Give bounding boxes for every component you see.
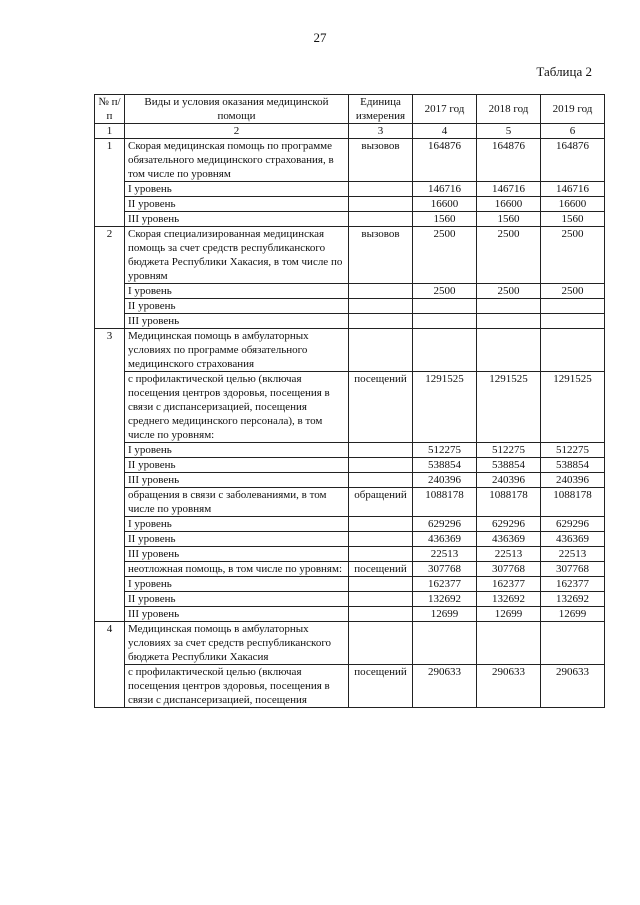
row-value: [541, 622, 605, 665]
row-description: II уровень: [125, 197, 349, 212]
row-value: 1291525: [413, 372, 477, 443]
table-row: [95, 473, 605, 488]
row-description: обращения в связи с заболеваниями, в том числе по уровням: [125, 488, 349, 517]
row-value: [477, 622, 541, 665]
row-value: 146716: [541, 182, 605, 197]
row-value: 240396: [541, 473, 605, 488]
table-row: [95, 372, 605, 443]
row-value: 307768: [477, 562, 541, 577]
row-value: 240396: [413, 473, 477, 488]
header-year-2017: 2017 год: [413, 95, 477, 124]
header-year-2018: 2018 год: [477, 95, 541, 124]
table-row: [95, 577, 605, 592]
table-row: [95, 182, 605, 197]
table-row: [95, 532, 605, 547]
header-unit: Единица измерения: [349, 95, 413, 124]
table-row: [95, 622, 605, 665]
row-value: 164876: [477, 139, 541, 182]
row-unit: [349, 517, 413, 532]
row-value: 1088178: [413, 488, 477, 517]
row-description: II уровень: [125, 532, 349, 547]
table-row: [95, 284, 605, 299]
row-value: 16600: [413, 197, 477, 212]
table-row: [95, 458, 605, 473]
row-unit: посещений: [349, 562, 413, 577]
row-value: [477, 299, 541, 314]
row-description: III уровень: [125, 473, 349, 488]
row-value: [413, 299, 477, 314]
row-value: 162377: [413, 577, 477, 592]
row-value: 22513: [413, 547, 477, 562]
row-unit: [349, 473, 413, 488]
row-value: 162377: [477, 577, 541, 592]
row-description: I уровень: [125, 284, 349, 299]
row-value: [477, 314, 541, 329]
row-unit: [349, 443, 413, 458]
row-unit: вызовов: [349, 139, 413, 182]
header-row: [95, 95, 605, 124]
row-value: 2500: [541, 284, 605, 299]
row-value: [541, 329, 605, 372]
row-number: 3: [95, 329, 125, 622]
table-row: [95, 517, 605, 532]
row-unit: [349, 458, 413, 473]
table-row: [95, 227, 605, 284]
row-value: 240396: [477, 473, 541, 488]
row-value: 132692: [477, 592, 541, 607]
row-value: 290633: [541, 665, 605, 708]
row-value: 1560: [477, 212, 541, 227]
row-unit: вызовов: [349, 227, 413, 284]
row-value: 1291525: [477, 372, 541, 443]
row-value: 512275: [477, 443, 541, 458]
row-value: 2500: [477, 227, 541, 284]
table-caption: Таблица 2: [536, 64, 592, 79]
row-unit: [349, 592, 413, 607]
row-value: 162377: [541, 577, 605, 592]
row-value: [413, 329, 477, 372]
header-num: № п/п: [95, 95, 125, 124]
table-row: [95, 607, 605, 622]
row-description: I уровень: [125, 577, 349, 592]
row-number: 2: [95, 227, 125, 329]
row-description: I уровень: [125, 443, 349, 458]
row-value: 1088178: [477, 488, 541, 517]
row-value: 16600: [477, 197, 541, 212]
row-unit: [349, 547, 413, 562]
header-year-2019: 2019 год: [541, 95, 605, 124]
row-value: 512275: [541, 443, 605, 458]
row-description: III уровень: [125, 607, 349, 622]
col-number: 5: [477, 124, 541, 139]
row-description: II уровень: [125, 592, 349, 607]
row-unit: [349, 284, 413, 299]
row-unit: [349, 607, 413, 622]
row-value: 22513: [477, 547, 541, 562]
table-row: [95, 562, 605, 577]
col-number: 3: [349, 124, 413, 139]
row-value: 164876: [413, 139, 477, 182]
row-value: 538854: [541, 458, 605, 473]
row-description: II уровень: [125, 299, 349, 314]
row-value: 22513: [541, 547, 605, 562]
row-value: 16600: [541, 197, 605, 212]
row-value: 1560: [413, 212, 477, 227]
row-unit: [349, 314, 413, 329]
table-row: [95, 299, 605, 314]
row-unit: [349, 299, 413, 314]
row-value: 629296: [413, 517, 477, 532]
row-description: с профилактической целью (включая посещения центров здоровья, посещения в связи с диспансеризацией, посещения: [125, 665, 349, 708]
row-unit: [349, 532, 413, 547]
row-description: Скорая медицинская помощь по программе обязательного медицинского страхования, в том числе по уровням: [125, 139, 349, 182]
row-value: 629296: [541, 517, 605, 532]
row-value: 132692: [541, 592, 605, 607]
row-value: 12699: [541, 607, 605, 622]
table-row: [95, 547, 605, 562]
row-value: 146716: [477, 182, 541, 197]
row-value: [541, 299, 605, 314]
row-value: [413, 622, 477, 665]
col-number: 4: [413, 124, 477, 139]
row-value: 1291525: [541, 372, 605, 443]
row-unit: посещений: [349, 665, 413, 708]
table-row: [95, 488, 605, 517]
row-description: с профилактической целью (включая посещения центров здоровья, посещения в связи с диспансеризацией, посещения среднего медицинского персонала), в том числе по уровням:: [125, 372, 349, 443]
row-unit: [349, 577, 413, 592]
row-value: 290633: [413, 665, 477, 708]
row-description: III уровень: [125, 212, 349, 227]
row-unit: посещений: [349, 372, 413, 443]
row-value: 2500: [477, 284, 541, 299]
row-description: Скорая специализированная медицинская помощь за счет средств республиканского бюджета Республики Хакасия, в том числе по уровням: [125, 227, 349, 284]
row-value: 12699: [477, 607, 541, 622]
table-row: [95, 665, 605, 708]
row-number: 1: [95, 139, 125, 227]
row-description: III уровень: [125, 314, 349, 329]
column-number-row: [95, 124, 605, 139]
row-unit: обращений: [349, 488, 413, 517]
row-description: I уровень: [125, 517, 349, 532]
row-unit: [349, 622, 413, 665]
row-value: 146716: [413, 182, 477, 197]
page-number: 27: [313, 30, 327, 45]
row-value: 307768: [413, 562, 477, 577]
row-value: 132692: [413, 592, 477, 607]
row-value: 436369: [477, 532, 541, 547]
row-description: Медицинская помощь в амбулаторных условиях по программе обязательного медицинского страхования: [125, 329, 349, 372]
col-number: 2: [125, 124, 349, 139]
row-value: 2500: [413, 227, 477, 284]
row-value: 629296: [477, 517, 541, 532]
row-description: Медицинская помощь в амбулаторных условиях за счет средств республиканского бюджета Республики Хакасия: [125, 622, 349, 665]
row-description: III уровень: [125, 547, 349, 562]
data-table: [94, 94, 605, 708]
table-row: [95, 443, 605, 458]
row-value: 1560: [541, 212, 605, 227]
row-value: 164876: [541, 139, 605, 182]
row-value: 538854: [477, 458, 541, 473]
row-value: 2500: [541, 227, 605, 284]
row-value: [541, 314, 605, 329]
row-unit: [349, 182, 413, 197]
row-value: 290633: [477, 665, 541, 708]
table-row: [95, 314, 605, 329]
table-row: [95, 212, 605, 227]
row-value: 512275: [413, 443, 477, 458]
row-value: 538854: [413, 458, 477, 473]
row-value: 2500: [413, 284, 477, 299]
table-row: [95, 197, 605, 212]
row-value: 307768: [541, 562, 605, 577]
table-body: [95, 139, 605, 708]
row-value: [477, 329, 541, 372]
row-value: 436369: [541, 532, 605, 547]
row-unit: [349, 212, 413, 227]
table-row: [95, 592, 605, 607]
row-value: 1088178: [541, 488, 605, 517]
table-row: [95, 329, 605, 372]
header-desc: Виды и условия оказания медицинской помощи: [125, 95, 349, 124]
row-unit: [349, 197, 413, 212]
row-value: 436369: [413, 532, 477, 547]
col-number: 6: [541, 124, 605, 139]
row-number: 4: [95, 622, 125, 708]
row-description: неотложная помощь, в том числе по уровням:: [125, 562, 349, 577]
col-number: 1: [95, 124, 125, 139]
row-value: [413, 314, 477, 329]
row-unit: [349, 329, 413, 372]
table-row: [95, 139, 605, 182]
row-value: 12699: [413, 607, 477, 622]
row-description: II уровень: [125, 458, 349, 473]
row-description: I уровень: [125, 182, 349, 197]
